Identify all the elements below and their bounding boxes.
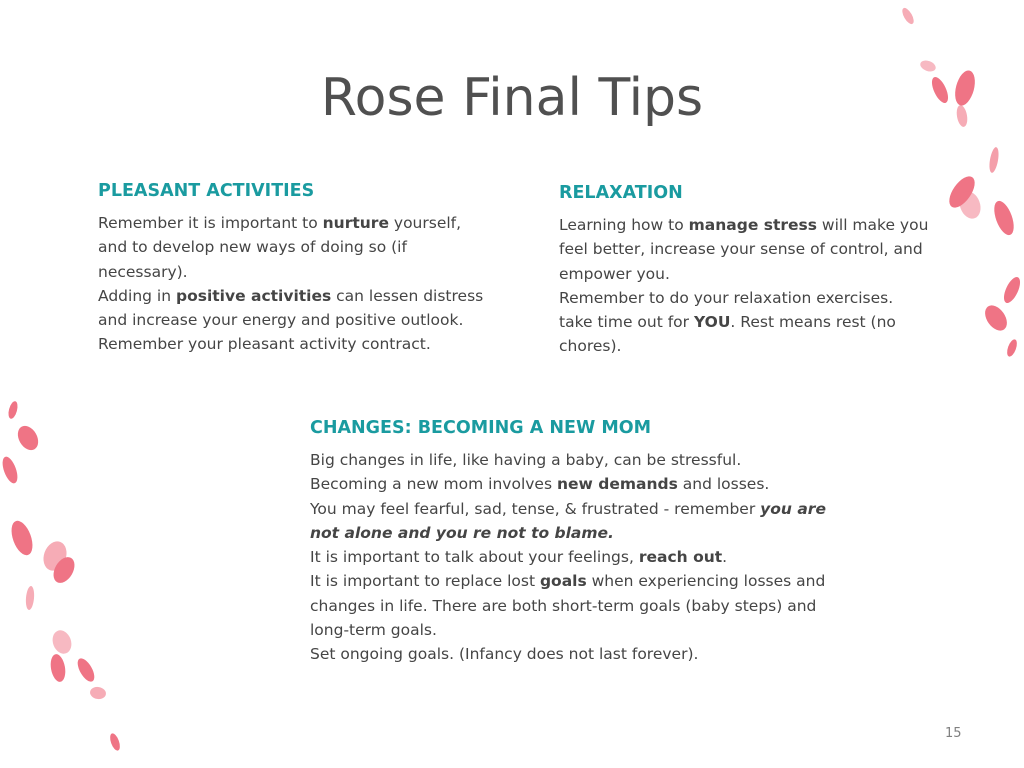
text-run: You may feel fearful, sad, tense, & frustrated - remember — [310, 499, 761, 518]
bold-run: positive activities — [175, 286, 332, 305]
body-line — [310, 569, 850, 593]
body-line: long-term goals. — [310, 621, 437, 640]
text-run: can lessen distress — [331, 286, 484, 305]
slide-title: Rose Final Tips — [320, 68, 704, 128]
text-run: Remember it is important to — [98, 214, 323, 232]
text-run: when experiencing losses and — [586, 572, 826, 591]
body-line: and increase your energy and positive outlook. — [98, 311, 464, 330]
page-number: 15 — [945, 726, 962, 741]
text-run: . Rest means rest (no — [730, 313, 896, 332]
bold-run: manage stress — [688, 216, 817, 234]
body-line — [310, 472, 850, 496]
pleasant-activities-section — [98, 181, 498, 357]
text-run: yourself, — [388, 214, 462, 232]
relaxation-heading: RELAXATION — [559, 183, 683, 203]
text-run: . — [722, 548, 728, 567]
bold-run: goals — [539, 572, 587, 591]
body-line: Remember to do your relaxation exercises. — [559, 288, 894, 307]
body-line: necessary). — [98, 262, 188, 281]
body-line: feel better, increase your sense of control, and — [559, 240, 923, 259]
relaxation-body — [559, 213, 949, 359]
bold-italic-run: you are — [760, 499, 826, 518]
text-run: Adding in — [98, 286, 176, 305]
changes-new-mom-body — [310, 448, 850, 667]
changes-new-mom-section — [310, 418, 850, 667]
text-run: It is important to replace lost — [310, 572, 540, 591]
text-run: Learning how to — [559, 216, 689, 234]
body-line — [98, 211, 498, 235]
body-line — [310, 545, 850, 569]
bold-run: reach out — [638, 548, 723, 567]
bold-run: new demands — [556, 475, 678, 494]
changes-new-mom-heading: CHANGES: BECOMING A NEW MOM — [310, 418, 652, 438]
text-run: It is important to talk about your feelings, — [310, 548, 639, 567]
text-run: Becoming a new mom involves — [310, 475, 557, 494]
body-line: and to develop new ways of doing so (if — [98, 238, 407, 257]
body-line — [559, 310, 949, 334]
body-line: Remember your pleasant activity contract. — [98, 335, 431, 354]
bold-run: YOU — [693, 313, 731, 332]
body-line — [559, 213, 949, 237]
body-line — [98, 284, 498, 308]
relaxation-section — [559, 183, 949, 359]
text-run: and losses. — [677, 475, 770, 494]
bold-run: nurture — [322, 214, 389, 232]
pleasant-activities-heading: PLEASANT ACTIVITIES — [98, 181, 315, 201]
body-line: Big changes in life, like having a baby, can be stressful. — [310, 451, 742, 469]
body-line: empower you. — [559, 264, 670, 283]
body-line: Set ongoing goals. (Infancy does not last forever). — [310, 645, 699, 664]
body-line: chores). — [559, 337, 622, 356]
body-line — [310, 497, 850, 521]
text-run: will make you — [816, 216, 929, 234]
pleasant-activities-body — [98, 211, 498, 357]
text-run: take time out for — [559, 313, 694, 332]
body-line: changes in life. There are both short-term goals (baby steps) and — [310, 596, 817, 615]
body-line: not alone and you re not to blame. — [310, 523, 614, 542]
